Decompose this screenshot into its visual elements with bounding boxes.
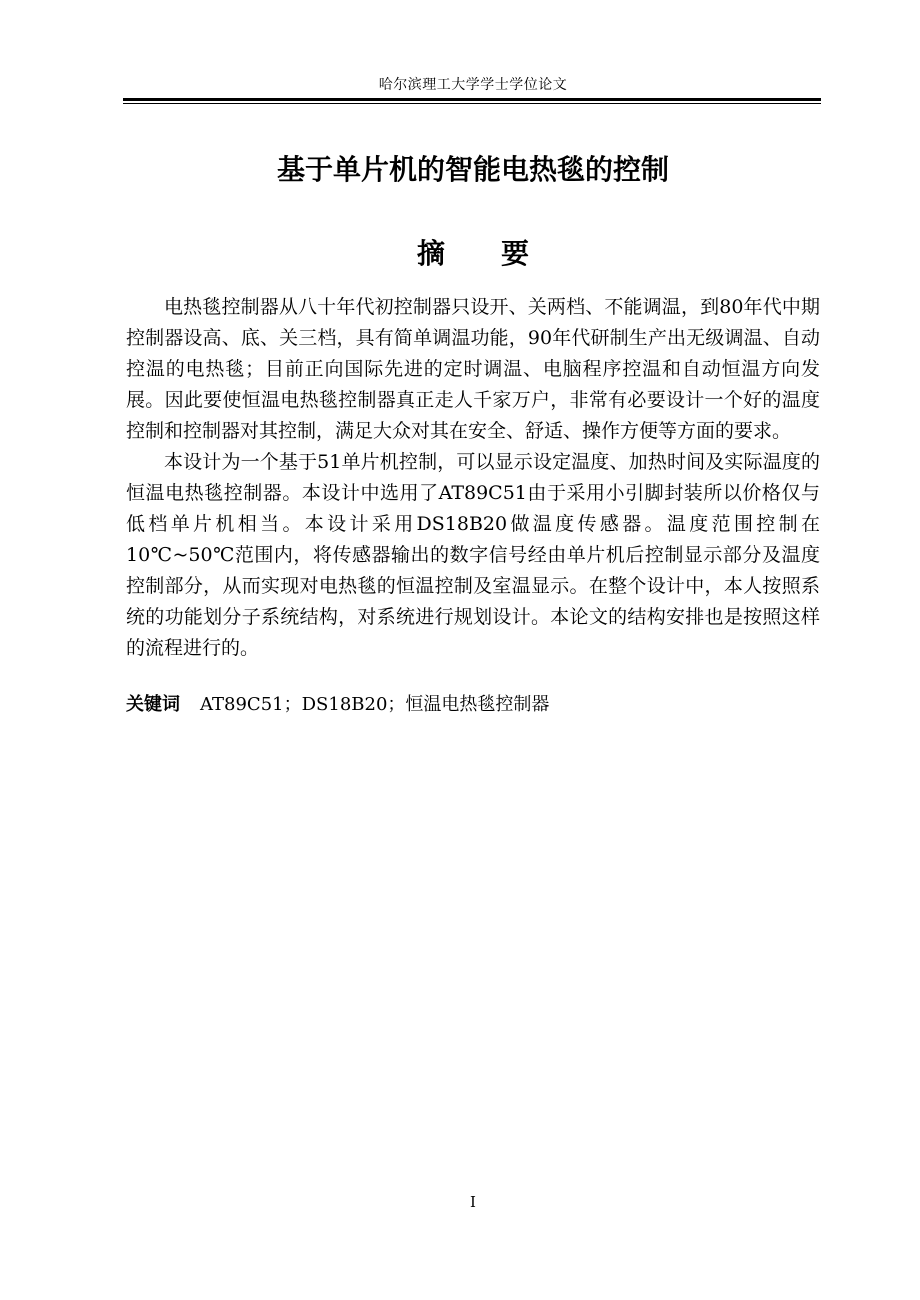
abstract-heading: 摘要: [416, 237, 585, 270]
abstract-paragraph-1: 电热毯控制器从八十年代初控制器只设开、关两档、不能调温，到80年代中期控制器设高、底、关三档，具有简单调温功能，90年代研制生产出无级调温、自动控温的电热毯；目前正向国际先进的定时调温、电脑程序控温和自动恒温方向发展。因此要使恒温电热毯控制器真正走人千家万户，非常有必要设计一个好的温度控制和控制器对其控制，满足大众对其在安全、舒适、操作方便等方面的要求。: [126, 296, 820, 442]
abstract-paragraph-2: 本设计为一个基于51单片机控制，可以显示设定温度、加热时间及实际温度的恒温电热毯控制器。本设计中选用了AT89C51由于采用小引脚封装所以价格仅与低档单片机相当。本设计采用DS18B20做温度传感器。温度范围控制在10℃~50℃范围内，将传感器输出的数字信号经由单片机后控制显示部分及温度控制部分，从而实现对电热毯的恒温控制及室温显示。在整个设计中，本人按照系统的功能划分子系统结构，对系统进行规划设计。本论文的结构安排也是按照这样的流程进行的。: [126, 451, 820, 659]
keywords-line: [126, 690, 820, 720]
header-rule-thick: [123, 98, 821, 101]
keywords-label: 关键词: [126, 694, 180, 715]
thesis-title: 基于单片机的智能电热毯的控制: [276, 153, 669, 186]
running-header: 哈尔滨理工大学学士学位论文: [378, 77, 568, 93]
keywords-value: AT89C51；DS18B20；恒温电热毯控制器: [200, 694, 550, 715]
abstract-body: [126, 292, 820, 664]
header-rule-thin: [123, 103, 821, 104]
page-number: I: [470, 1193, 476, 1211]
